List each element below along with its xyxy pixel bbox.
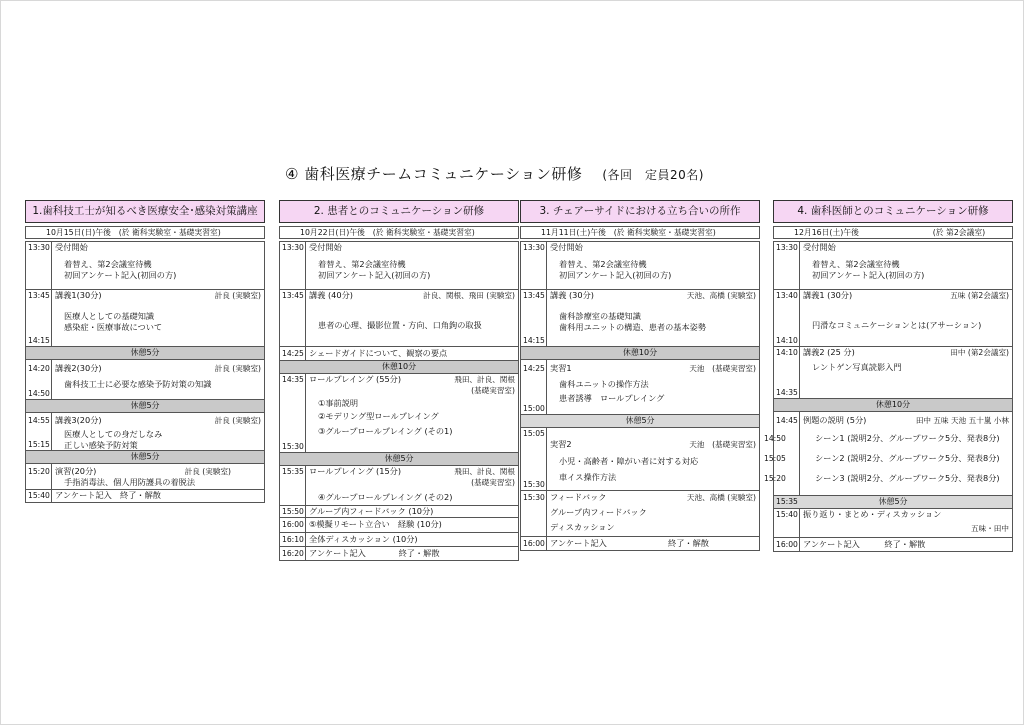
title-text: ④ 歯科医療チームコミュニケーション研修 [285, 165, 583, 183]
schedule-row [774, 242, 1012, 290]
schedule-row [521, 290, 759, 347]
item: ロールプレイング (15分) [309, 466, 402, 476]
schedule-row [26, 490, 264, 503]
instructor-room: 天池、高橋 (実験室) [686, 493, 756, 502]
item-detail: 歯科診療室の基礎知識 [559, 311, 641, 321]
course-card-1 [25, 200, 265, 503]
item-detail: 小児・高齢者・障がい者に対する対応 [559, 456, 699, 466]
time: 13:30 [282, 243, 304, 252]
item-detail: 歯科ユニットの操作方法 [559, 379, 649, 389]
item-detail: ②モデリング型ロールプレイング [318, 411, 439, 421]
item: シーン1 (説明2分、グループワーク5分、発表8分) [815, 433, 1000, 443]
time: 15:20 [764, 474, 786, 483]
time: 16:00 [523, 539, 545, 548]
item-detail: ③グループロールプレイング (その1) [318, 426, 453, 436]
instructor-room: 飛田、計良、関根 [454, 467, 515, 476]
schedule-row [521, 537, 759, 551]
end-time: 14:50 [28, 388, 50, 398]
schedule-row [280, 506, 518, 518]
schedule-row [26, 360, 264, 400]
item-detail: 医療人としての基礎知識 [64, 311, 155, 321]
schedule-row [774, 538, 1012, 552]
schedule-row [280, 466, 518, 506]
instructor-room: 天池 (基礎実習室) [689, 440, 756, 449]
date-place [25, 226, 265, 239]
time: 14:50 [764, 434, 786, 443]
time: 14:45 [776, 416, 798, 425]
item: 振り返り・まとめ・ディスカッション [803, 509, 942, 519]
item-detail: 着替え、第2会議室待機 [812, 259, 900, 269]
item-detail: 歯科用ユニットの構造、患者の基本姿勢 [559, 322, 707, 332]
time: 14:55 [28, 416, 50, 425]
course-place: (於 衛科実験室・基礎実習室) [372, 228, 475, 237]
instructor-room: 計良 (実験室) [184, 467, 231, 476]
item: ロールプレイング (55分) [309, 374, 402, 384]
course-date: 10月22日(日)午後 [300, 228, 365, 237]
time: 15:40 [28, 491, 50, 500]
course-title: 2. 患者とのコミュニケーション研修 [279, 200, 519, 223]
schedule-row [521, 491, 759, 537]
instructor-room: 田中 (第2会議室) [950, 348, 1009, 357]
item-detail: 患者誘導 ロールプレイング [559, 393, 665, 403]
break-row: 休憩5分 [26, 400, 264, 413]
time: 14:10 [776, 348, 798, 357]
time: 15:40 [776, 510, 798, 519]
item: 講義2 (25 分) [803, 347, 855, 357]
time: 15:35 [282, 467, 304, 476]
item: アンケート記入 終了・解散 [309, 548, 440, 558]
item: 講義 (30分) [550, 290, 594, 300]
course-place: (於 衛科実験室・基礎実習室) [118, 228, 221, 237]
course-date: 12月16日(土)午後 [794, 228, 859, 237]
time: 15:05 [764, 454, 786, 463]
schedule-row [521, 360, 759, 415]
item-detail: 初回アンケート記入(初回の方) [64, 270, 177, 280]
instructor-room: 飛田、計良、関根 [454, 375, 515, 384]
item: フィードバック [550, 492, 607, 502]
item: 受付開始 [803, 242, 836, 252]
time: 14:20 [28, 364, 50, 373]
time: 16:00 [776, 540, 798, 549]
break-row: 休憩5分 [280, 453, 518, 466]
capacity-note: (各回 定員20名) [602, 168, 704, 182]
item-detail: 着替え、第2会議室待機 [318, 259, 406, 269]
break-row: 休憩5分 [26, 347, 264, 360]
instructor-room: 五味・田中 [971, 524, 1009, 533]
break-row: 休憩10分 [521, 347, 759, 360]
course-place: (於 衛科実験室・基礎実習室) [613, 228, 716, 237]
time: 14:25 [523, 364, 545, 373]
time: 16:20 [282, 549, 304, 558]
schedule-row [26, 242, 264, 290]
item: 受付開始 [309, 242, 342, 252]
item-detail: ①事前説明 [318, 398, 359, 408]
time: 13:45 [282, 291, 304, 300]
item: 実習1 [550, 363, 572, 373]
schedule-row [280, 242, 518, 290]
time: 14:35 [282, 375, 304, 384]
schedule-row [521, 242, 759, 290]
item: シーン3 (説明2分、グループワーク5分、発表8分) [815, 473, 1000, 483]
item-detail: 初回アンケート記入(初回の方) [318, 270, 431, 280]
end-time: 15:15 [28, 439, 50, 449]
schedule-table [279, 241, 519, 561]
course-title: 4. 歯科医師とのコミュニケーション研修 [773, 200, 1013, 223]
item: 講義1 (30分) [803, 290, 853, 300]
item: シーン2 (説明2分、グループワーク5分、発表8分) [815, 453, 1000, 463]
date-place [279, 226, 519, 239]
item-detail: 医療人としての身だしなみ [64, 429, 163, 439]
schedule-row [774, 290, 1012, 347]
break-row: 休憩5分 [521, 415, 759, 428]
instructor-room: 計良 (実験室) [214, 416, 261, 425]
item-detail: 感染症・医療事故について [64, 322, 163, 332]
item: ⑤模擬リモート立合い 経験 (10分) [309, 519, 442, 529]
item-detail: レントゲン写真読影入門 [812, 362, 902, 372]
schedule-row [521, 428, 759, 491]
item: 演習(20分) [55, 466, 97, 476]
item-detail: 歯科技工士に必要な感染予防対策の知識 [64, 379, 212, 389]
break-row: 休憩10分 [774, 399, 1012, 412]
schedule-row [26, 464, 264, 490]
item-detail: ディスカッション [550, 522, 615, 532]
item-detail: 車イス操作方法 [559, 472, 617, 482]
item: グループ内フィードバック (10分) [309, 506, 434, 516]
course-title: 3. チェアーサイドにおける立ち合いの所作 [520, 200, 760, 223]
time: 13:45 [523, 291, 545, 300]
item: 例題の説明 (5分) [803, 415, 867, 425]
schedule-row [26, 290, 264, 347]
end-time: 14:35 [776, 387, 798, 397]
time: 15:20 [28, 467, 50, 476]
item: 講義 (40分) [309, 290, 353, 300]
schedule-table [25, 241, 265, 503]
item-detail: ④グループロールプレイング (その2) [318, 492, 453, 502]
schedule-row [774, 509, 1012, 538]
time: 13:30 [523, 243, 545, 252]
instructor-room: 五味 (第2会議室) [950, 291, 1009, 300]
course-place: (於 第2会議室) [932, 228, 986, 237]
break-row: 休憩5分 [26, 451, 264, 464]
break-label: 休憩5分 [878, 497, 908, 506]
item: 講義3(20分) [55, 415, 102, 425]
item-detail: 初回アンケート記入(初回の方) [559, 270, 672, 280]
course-date: 10月15日(日)午後 [46, 228, 111, 237]
time: 15:30 [523, 493, 545, 502]
time: 13:40 [776, 291, 798, 300]
schedule-row [280, 547, 518, 561]
schedule-row [764, 412, 1012, 496]
schedule-row [280, 290, 518, 347]
end-time: 15:30 [282, 441, 304, 451]
item: 講義1(30分) [55, 290, 102, 300]
item-detail: 初回アンケート記入(初回の方) [812, 270, 925, 280]
time: 14:25 [282, 349, 304, 358]
time: 16:00 [282, 520, 304, 529]
item-detail: 正しい感染予防対策 [64, 440, 138, 450]
date-place [520, 226, 760, 239]
time: 15:05 [523, 429, 545, 438]
time: 15:35 [776, 497, 798, 506]
course-date: 11月11日(土)午後 [541, 228, 606, 237]
course-card-2 [279, 200, 519, 561]
end-time: 15:00 [523, 403, 545, 413]
item-detail: 患者の心理、撮影位置・方向、口角鉤の取扱 [318, 320, 482, 330]
schedule-table [520, 241, 760, 551]
instructor-room: (基礎実習室) [471, 386, 515, 395]
item: アンケート記入 終了・解散 [803, 539, 926, 549]
item: 全体ディスカッション (10分) [309, 534, 418, 544]
date-place [773, 226, 1013, 239]
time: 13:30 [28, 243, 50, 252]
item: アンケート記入 [550, 538, 607, 548]
item: 講義2(30分) [55, 363, 102, 373]
item: シェードガイドについて、観察の要点 [309, 348, 448, 358]
instructor-room: 計良、関根、飛田 (実験室) [423, 291, 515, 300]
end-time: 14:15 [523, 335, 545, 345]
break-row [774, 496, 1012, 509]
time: 13:45 [28, 291, 50, 300]
instructor-room: 計良 (実験室) [214, 291, 261, 300]
end-time: 14:10 [776, 335, 798, 345]
schedule-row [280, 533, 518, 547]
time: 15:50 [282, 507, 304, 516]
schedule-row [280, 347, 518, 361]
schedule-row [774, 347, 1012, 399]
instructor-room: 計良 (実験室) [214, 364, 261, 373]
end-time: 14:15 [28, 335, 50, 345]
item-detail: グループ内フィードバック [550, 507, 647, 517]
schedule-row [280, 374, 518, 453]
course-card-4 [764, 200, 1013, 552]
schedule-row [26, 413, 264, 451]
schedule-row [280, 518, 518, 533]
item-detail: 円滑なコミュニケーションとは(アサーション) [812, 320, 982, 330]
course-card-3 [520, 200, 760, 551]
time: 16:10 [282, 535, 304, 544]
item: 受付開始 [55, 242, 88, 252]
instructor-room: (基礎実習室) [471, 478, 515, 487]
time: 13:30 [776, 243, 798, 252]
instructor-room: 天池 (基礎実習室) [689, 364, 756, 373]
item: 実習2 [550, 439, 572, 449]
item: アンケート記入 終了・解散 [55, 490, 161, 500]
page-title [285, 163, 704, 184]
item: 受付開始 [550, 242, 583, 252]
course-title: 1.歯科技工士が知るべき医療安全･感染対策講座 [25, 200, 265, 223]
instructor-room: 田中 五味 天池 五十嵐 小林 [915, 416, 1009, 425]
schedule-table [764, 241, 1013, 552]
end-time: 15:30 [523, 479, 545, 489]
instructor-room: 天池、高橋 (実験室) [686, 291, 756, 300]
break-row: 休憩10分 [280, 361, 518, 374]
item-detail: 着替え、第2会議室待機 [64, 259, 152, 269]
item-note: 終了・解散 [668, 538, 709, 548]
item-detail: 着替え、第2会議室待機 [559, 259, 647, 269]
item-detail: 手指消毒法、個人用防護具の着脱法 [64, 477, 196, 487]
